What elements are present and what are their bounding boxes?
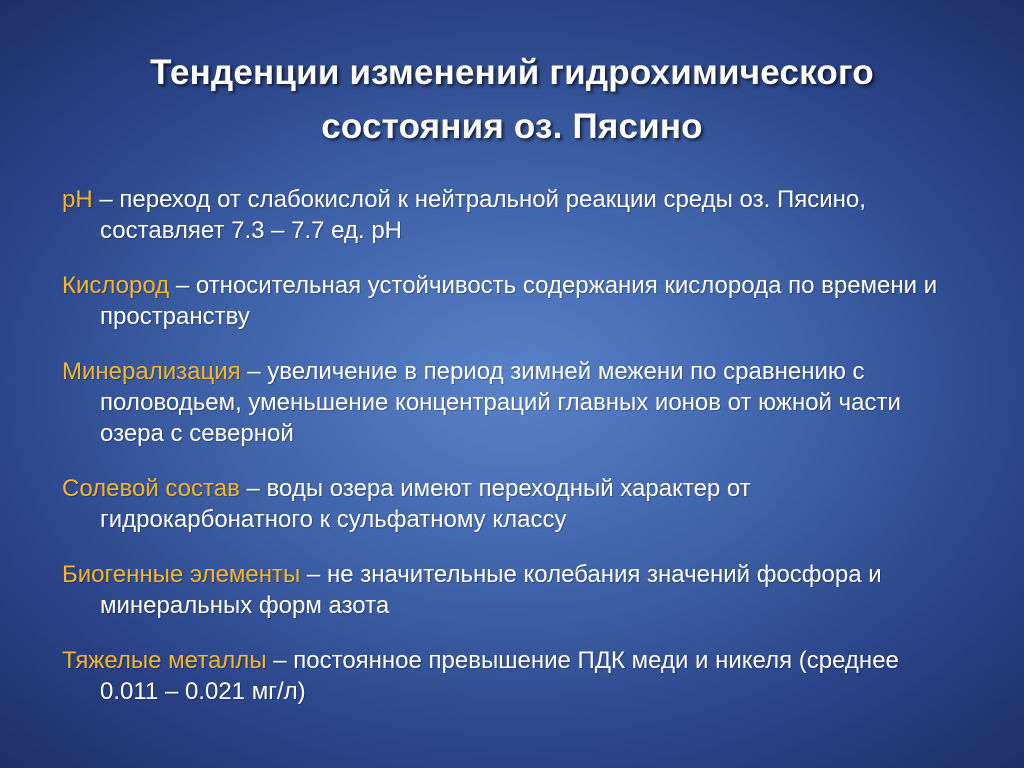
bullet-term: pH: [62, 186, 93, 213]
bullet-term: Кислород: [62, 272, 170, 299]
bullet-text: – увеличение в период зимней межени по сравнению с половодьем, уменьшение концентраций главных ионов от южной части озера с северной: [100, 358, 901, 447]
slide-body: [62, 184, 962, 716]
slide-title-line-2: состояния оз. Пясино: [321, 107, 703, 146]
bullet-term: Биогенные элементы: [62, 561, 301, 588]
bullet-text: – не значительные колебания значений фосфора и минеральных форм азота: [100, 561, 882, 619]
slide-title-line-1: Тенденции изменений гидрохимического: [150, 53, 874, 92]
bullet-term: Солевой состав: [62, 475, 240, 502]
bullet-item-oxygen: [62, 270, 962, 332]
bullet-item-salt-composition: [62, 473, 962, 535]
bullet-text: – переход от слабокислой к нейтральной реакции среды оз. Пясино, составляет 7.3 – 7.7 ед. рН: [92, 186, 866, 244]
slide-title: [0, 46, 1024, 154]
bullet-term: Тяжелые металлы: [62, 647, 267, 674]
bullet-item-ph: [62, 184, 962, 246]
bullet-item-biogenic-elements: [62, 559, 962, 621]
bullet-text: – постоянное превышение ПДК меди и никеля (среднее 0.011 – 0.021 мг/л): [100, 647, 899, 705]
bullet-term: Минерализация: [62, 358, 241, 385]
bullet-text: – относительная устойчивость содержания кислорода по времени и пространству: [100, 272, 938, 330]
bullet-item-mineralization: [62, 356, 962, 449]
bullet-text: – воды озера имеют переходный характер от гидрокарбонатного к сульфатному классу: [100, 475, 751, 533]
bullet-item-heavy-metals: [62, 645, 962, 707]
